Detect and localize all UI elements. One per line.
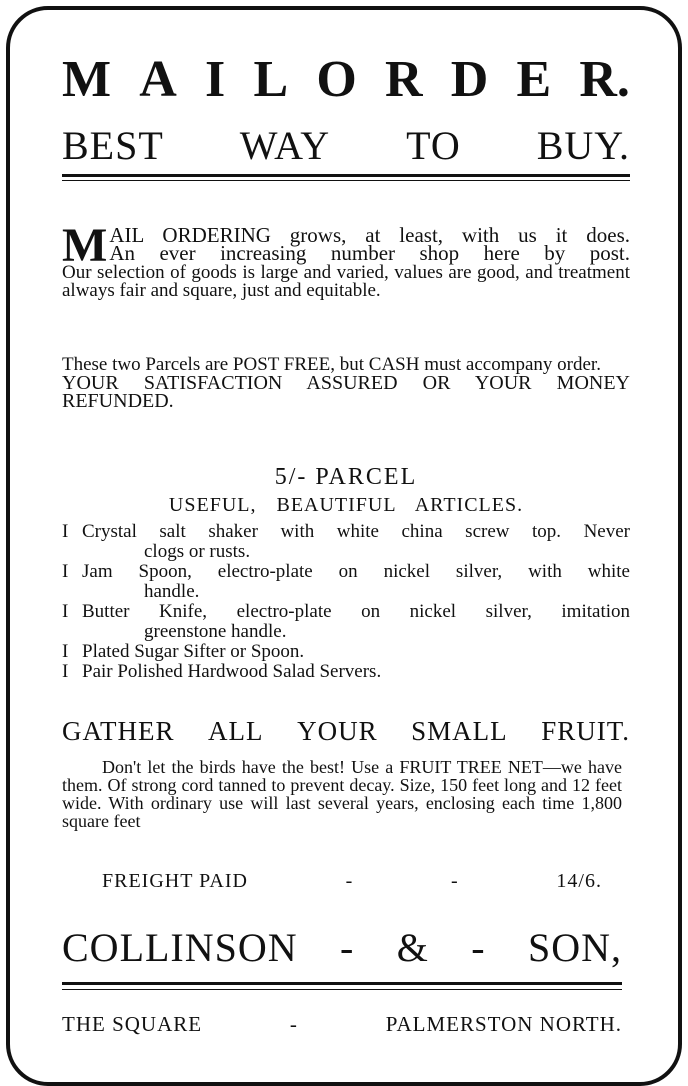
item-quantity: I	[62, 641, 69, 662]
intro-paragraph	[62, 219, 630, 301]
address-separator: -	[289, 1012, 298, 1036]
list-item	[62, 662, 630, 682]
address-city: PALMERSTON NORTH.	[385, 1012, 622, 1036]
company-name-part: COLLINSON	[62, 925, 298, 970]
item-quantity: I	[62, 601, 69, 622]
list-item	[62, 522, 630, 542]
headline-letter: L	[253, 51, 289, 108]
notice-post-free: These two Parcels are POST FREE, but CASH must accompany order.	[62, 354, 601, 375]
headline-letter: R	[384, 51, 423, 108]
company-name-part: SON,	[527, 925, 622, 970]
drop-cap: M	[62, 219, 108, 272]
divider-thin	[62, 180, 630, 181]
subheadline-word: TO	[406, 123, 461, 168]
item-continuation: clogs or rusts.	[144, 541, 251, 562]
item-text: Pair Polished Hardwood Salad Servers.	[82, 661, 382, 682]
company-name	[62, 925, 622, 970]
fruit-heading-word: ALL	[208, 716, 264, 746]
address-street: THE SQUARE	[62, 1012, 203, 1036]
subheadline	[62, 123, 630, 168]
parcel-item-list	[62, 522, 630, 682]
price: 14/6.	[556, 870, 602, 892]
headline-letter: M	[62, 51, 112, 108]
company-name-part: -	[471, 925, 486, 970]
fruit-net-text: Don't let the birds have the best! Use a FRUIT TREE NET—we have them. Of strong cord tanned to prevent decay. Size, 150 feet long and 12 feet wide. With ordinary use will last several years, enclosing each time 1,800 square feet	[62, 757, 622, 831]
subheadline-word: BEST	[62, 123, 164, 168]
divider-thin-footer	[62, 989, 622, 990]
company-name-part: -	[340, 925, 355, 970]
fruit-heading	[62, 716, 630, 747]
parcel-heading: 5/- PARCEL	[274, 464, 418, 490]
freight-price-line	[102, 870, 602, 893]
fruit-net-paragraph	[62, 758, 622, 830]
freight-label: FREIGHT PAID	[102, 870, 248, 892]
notice-satisfaction: YOUR SATISFACTION ASSURED OR YOUR MONEY REFUNDED.	[62, 372, 630, 412]
fruit-heading-word: YOUR	[297, 716, 378, 746]
parcel-subheading: USEFUL, BEAUTIFUL ARTICLES.	[168, 494, 524, 516]
notice-paragraph	[62, 356, 630, 410]
intro-line-1: AIL ORDERING grows, at least, with us it does.	[109, 223, 630, 247]
fruit-heading-word: GATHER	[62, 716, 175, 746]
subheadline-word: BUY.	[536, 123, 630, 168]
divider-thick	[62, 174, 630, 177]
item-text: Butter Knife, electro-plate on nickel silver, imitation	[82, 601, 630, 622]
item-text: Plated Sugar Sifter or Spoon.	[82, 641, 305, 662]
list-item	[62, 642, 630, 662]
company-name-part: &	[396, 925, 429, 970]
headline-letter: D	[450, 51, 489, 108]
intro-line-2: An ever increasing number shop here by post.	[109, 241, 630, 265]
list-item	[62, 602, 630, 622]
item-continuation: greenstone handle.	[144, 621, 287, 642]
leader-dash: -	[345, 870, 354, 892]
fruit-heading-word: SMALL	[411, 716, 508, 746]
headline-letter: O	[316, 51, 357, 108]
headline-letter: I	[205, 51, 226, 108]
headline-mail-order	[62, 51, 630, 108]
leader-dash: -	[451, 870, 459, 892]
item-quantity: I	[62, 561, 69, 582]
headline-letter: A	[139, 51, 177, 108]
list-item	[62, 562, 630, 582]
item-quantity: I	[62, 521, 69, 542]
divider-thick-footer	[62, 982, 622, 985]
item-continuation: handle.	[144, 581, 200, 602]
item-quantity: I	[62, 661, 69, 682]
subheadline-word: WAY	[239, 123, 331, 168]
headline-letter: E	[516, 51, 552, 108]
item-text: Jam Spoon, electro-plate on nickel silver, with white	[82, 561, 630, 582]
address	[62, 1012, 622, 1037]
intro-rest: Our selection of goods is large and varied, values are good, and treatment always fair and square, just and equitable.	[62, 262, 630, 301]
fruit-heading-word: FRUIT.	[541, 716, 630, 746]
headline-letter: R.	[579, 51, 630, 108]
item-text: Crystal salt shaker with white china screw top. Never	[82, 521, 630, 542]
